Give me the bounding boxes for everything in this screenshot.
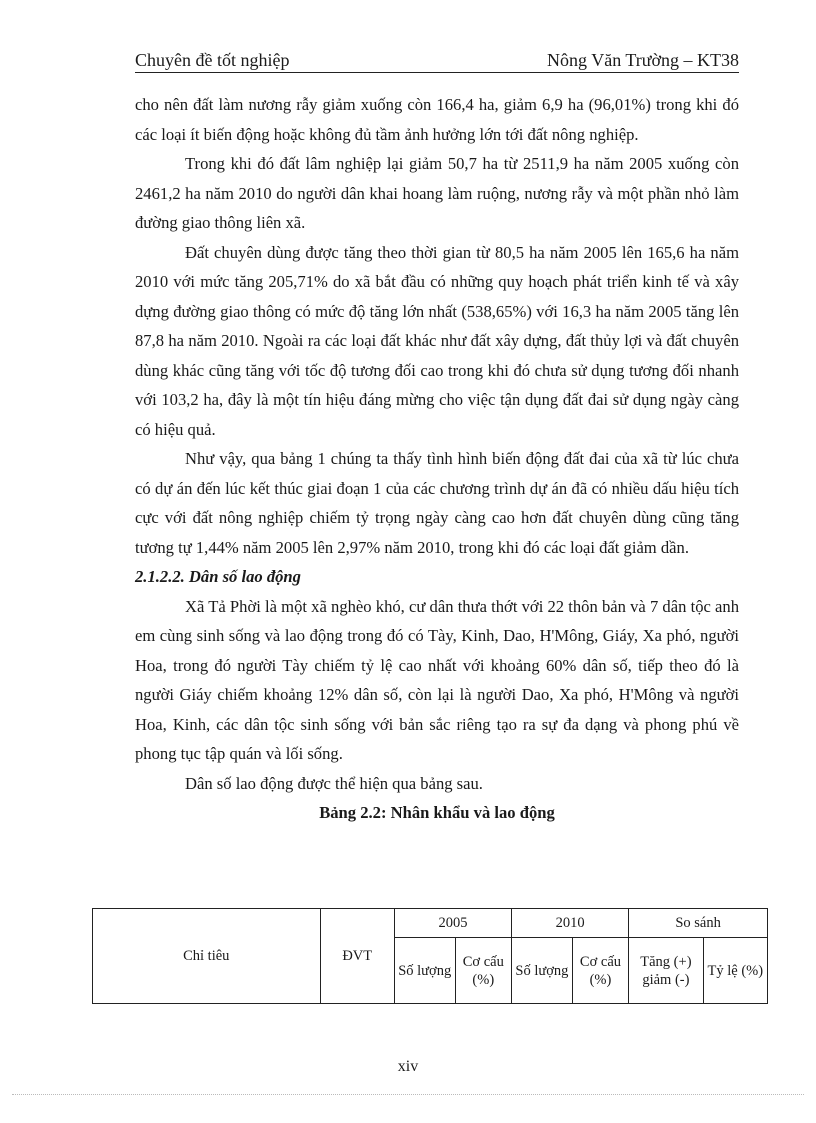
section-heading: 2.1.2.2. Dân số lao động — [135, 567, 301, 586]
header-dvt: ĐVT — [320, 909, 394, 1004]
paragraph: Dân số lao động được thể hiện qua bảng sau. — [185, 773, 483, 793]
header-chi-tieu: Chỉ tiêu — [93, 909, 321, 1004]
header-ty-le: Tỷ lệ (%) — [703, 938, 767, 1004]
page-number: xiv — [397, 1058, 419, 1075]
document-body — [135, 90, 739, 828]
page-header — [135, 48, 739, 73]
header-co-cau-2005: Cơ cấu (%) — [455, 938, 512, 1004]
header-so-sanh: So sánh — [629, 909, 768, 938]
header-2005: 2005 — [394, 909, 511, 938]
header-2010: 2010 — [512, 909, 629, 938]
paragraph: Đất chuyên dùng được tăng theo thời gian từ 80,5 ha năm 2005 lên 165,6 ha năm 2010 với mức tăng 205,71% do xã bắt đầu có những quy hoạch phát triển kinh tế và xây dựng đường giao thông có mức độ tăng lớn nhất (538,65%) với 16,3 ha năm 2005 tăng lên 87,8 ha năm 2010. Ngoài ra các loại đất khác như đất xây dựng, đất thủy lợi và đất chuyên dùng khác cũng tăng với tốc độ tương đối cao trong khi đó chưa sử dụng tương đối nhanh với 103,2 ha, đây là một tín hiệu đáng mừng cho việc tận dụng đất đai sử dụng ngày càng có hiệu quả. — [135, 242, 739, 439]
page-bottom-divider — [12, 1094, 804, 1095]
paragraph: Trong khi đó đất lâm nghiệp lại giảm 50,7 ha từ 2511,9 ha năm 2005 xuống còn 2461,2 ha năm 2010 do người dân khai hoang làm ruộng, nương rẫy và một phần nhỏ làm đường giao thông liên xã. — [135, 154, 739, 232]
header-title: Chuyên đề tốt nghiệp — [135, 50, 290, 70]
paragraph: Như vậy, qua bảng 1 chúng ta thấy tình hình biến động đất đai của xã từ lúc chưa có dự án đến lúc kết thúc giai đoạn 1 của các chương trình dự án đã có nhiều dấu hiệu tích cực với đất nông nghiệp chiếm tỷ trọng ngày càng cao hơn đất chuyên dùng cũng tăng tương tự 1,44% năm 2005 lên 2,97% năm 2010, trong khi đó các loại đất giảm dần. — [135, 449, 739, 557]
population-labor-table — [92, 908, 768, 1004]
header-author: Nông Văn Trường – KT38 — [547, 50, 739, 70]
table-caption: Bảng 2.2: Nhân khẩu và lao động — [319, 803, 555, 822]
header-co-cau-2010: Cơ cấu (%) — [572, 938, 629, 1004]
paragraph: cho nên đất làm nương rẫy giảm xuống còn 166,4 ha, giảm 6,9 ha (96,01%) trong khi đó các loại ít biến động hoặc không đủ tầm ảnh hưởng lớn tới đất nông nghiệp. — [135, 95, 739, 144]
header-so-luong-2005: Số lượng — [394, 938, 455, 1004]
header-so-luong-2010: Số lượng — [512, 938, 573, 1004]
paragraph: Xã Tả Phời là một xã nghèo khó, cư dân thưa thớt với 22 thôn bản và 7 dân tộc anh em cùng sinh sống và lao động trong đó có Tày, Kinh, Dao, H'Mông, Giáy, Xa phó, người Hoa, trong đó người Tày chiếm tỷ lệ cao nhất với khoảng 60% dân số, tiếp theo đó là người Giáy chiếm khoảng 12% dân số, còn lại là người Dao, Xa phó, H'Mông và người Hoa, Kinh, các dân tộc sinh sống với bản sắc riêng tạo ra sự đa dạng và phong phú về phong tục tập quán và lối sống. — [135, 596, 739, 763]
header-tang-giam: Tăng (+) giảm (-) — [629, 938, 703, 1004]
